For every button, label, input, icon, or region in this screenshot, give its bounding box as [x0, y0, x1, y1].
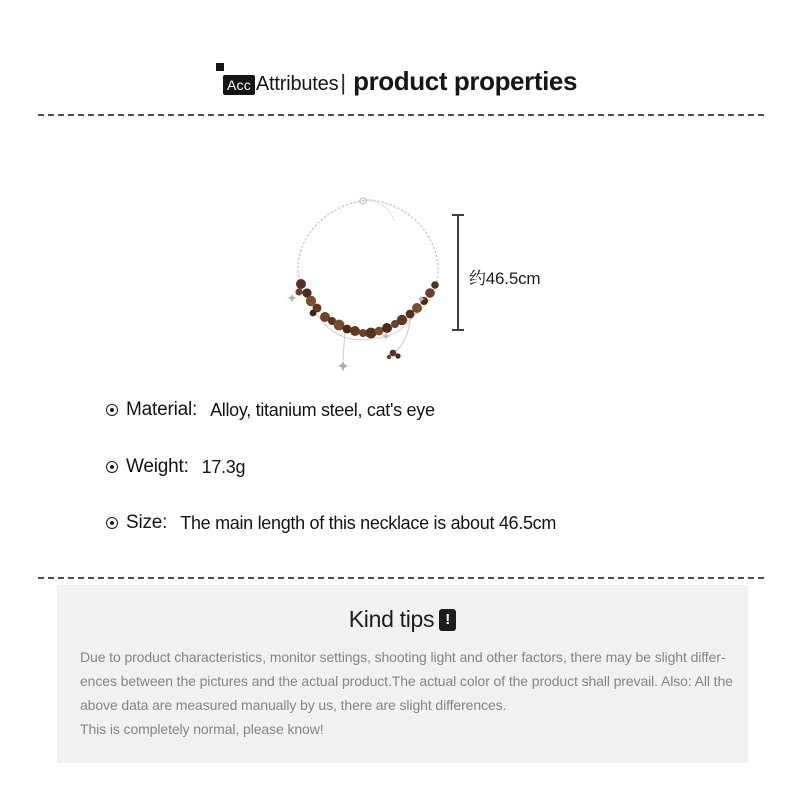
spec-value-weight: 17.3g [201, 456, 246, 477]
tips-line: This is completely normal, please know! [80, 721, 324, 737]
section-header [0, 66, 800, 97]
measure-cap-top-icon [452, 214, 464, 216]
brand-badge-wrap [223, 75, 255, 95]
dashed-divider-top [38, 114, 767, 116]
kind-tips-panel [57, 585, 748, 763]
kind-tips-title: Kind tips [348, 606, 435, 632]
header-category-label: Attributes [255, 73, 339, 95]
spec-label-weight: Weight: [126, 456, 189, 477]
measure-cap-bottom-icon [452, 329, 464, 331]
bullet-icon [106, 461, 118, 473]
measure-label: 约46.5cm [469, 269, 541, 288]
tips-line: Due to product characteristics, monitor settings, shooting light and other factors, there may be slight differ- [80, 649, 726, 665]
acc-badge: Acc [223, 75, 255, 95]
spec-label-size: Size: [126, 512, 168, 533]
header-separator: | [340, 70, 347, 95]
exclamation-icon: ! [439, 609, 456, 631]
measure-line-icon [457, 215, 459, 331]
bullet-icon [106, 517, 118, 529]
kind-tips-body [80, 645, 733, 741]
tips-line: ences between the pictures and the actual product.The actual color of the product shall prevail. Also: All the [80, 673, 733, 689]
kind-tips-title-row [57, 606, 748, 633]
bullet-icon [106, 404, 118, 416]
tips-line: above data are measured manually by us, there are slight differences. [80, 697, 507, 713]
spec-row-size [106, 510, 556, 536]
dangle-cluster [387, 350, 401, 360]
spec-value-material: Alloy, titanium steel, cat's eye [210, 399, 435, 420]
spec-row-material [106, 397, 435, 423]
bead-strand [295, 279, 438, 338]
spec-row-weight [106, 454, 245, 480]
page-title: product properties [353, 66, 578, 96]
dashed-divider-bottom [38, 577, 767, 579]
necklace-image [283, 190, 455, 375]
spec-value-size: The main length of this necklace is about 46.5cm [180, 512, 557, 533]
spec-label-material: Material: [126, 399, 198, 420]
decorative-square-icon [216, 63, 224, 71]
